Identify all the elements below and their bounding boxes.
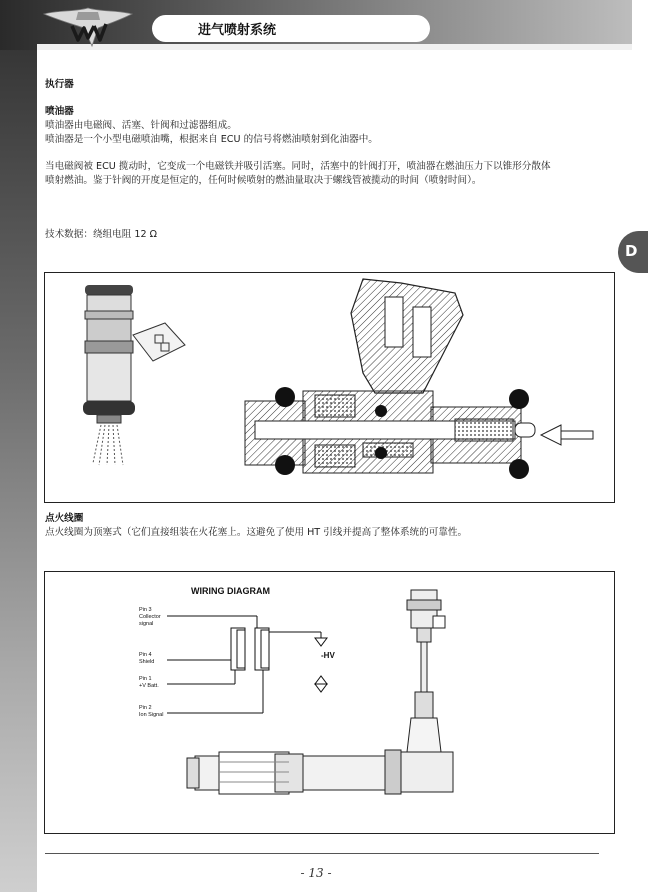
section-heading: 执行器 <box>45 79 74 90</box>
wiring-diagram-title: WIRING DIAGRAM <box>191 586 270 596</box>
coil-heading: 点火线圈 <box>45 513 84 524</box>
fuel-flow-arrow-icon <box>541 425 593 445</box>
section-tab[interactable] <box>618 231 648 273</box>
injector-illustration <box>45 273 614 502</box>
hv-label: -HV <box>321 651 335 660</box>
tech-data: 技术数据：绕组电阻 12 Ω <box>45 229 157 240</box>
pin-3-desc: Collector <box>139 614 161 620</box>
mv-agusta-logo-icon <box>42 6 134 48</box>
page-number: - 13 - <box>300 866 332 880</box>
section-tab-label: D <box>625 242 638 260</box>
injector-external-view <box>83 285 185 465</box>
injector-line-2: 喷油器是一个小型电磁喷油嘴，根据来自 ECU 的信号将燃油喷射到化油器中。 <box>45 134 378 145</box>
pin-4-desc: Shield <box>139 659 155 665</box>
pin-4-label: Pin 4 <box>139 652 152 658</box>
injector-paragraph-2: 喷射燃油。鉴于针阀的开度是恒定的，任何时候喷射的燃油量取决于螺线管被揽动的时间（喷射时间）。 <box>45 175 482 186</box>
pin-1-label: Pin 1 <box>139 676 152 682</box>
coil-figure <box>44 571 615 834</box>
injector-figure <box>44 272 615 503</box>
pin-3-label: Pin 3 <box>139 607 152 613</box>
coil-text: 点火线圈为顶塞式（它们直接组装在火花塞上。这避免了使用 HT 引线并提高了整体系统的可靠性。 <box>45 527 468 538</box>
pin-1-desc: +V Batt. <box>139 683 159 689</box>
pin-3-desc-2: signal <box>139 621 154 627</box>
injector-cross-section <box>245 279 535 479</box>
pin-2-desc: Ion Signal <box>139 712 164 718</box>
injector-paragraph-1: 当电磁阀被 ECU 揽动时，它变成一个电磁铁并吸引活塞。同时，活塞中的针阀打开，喷油器在燃油压力下以锥形分散体 <box>45 161 551 172</box>
wiring-pin-labels <box>139 607 163 718</box>
page-title: 进气喷射系统 <box>198 23 277 38</box>
side-bar <box>0 0 37 892</box>
page-header-pill <box>152 15 430 42</box>
wiring-schematic <box>167 616 327 713</box>
injector-line-1: 喷油器由电磁阀、活塞、针阀和过滤器组成。 <box>45 120 237 131</box>
injector-heading: 喷油器 <box>45 106 74 117</box>
pin-2-label: Pin 2 <box>139 705 152 711</box>
ignition-coil-drawing <box>187 590 453 794</box>
coil-illustration <box>45 572 614 833</box>
footer-divider <box>45 853 599 854</box>
